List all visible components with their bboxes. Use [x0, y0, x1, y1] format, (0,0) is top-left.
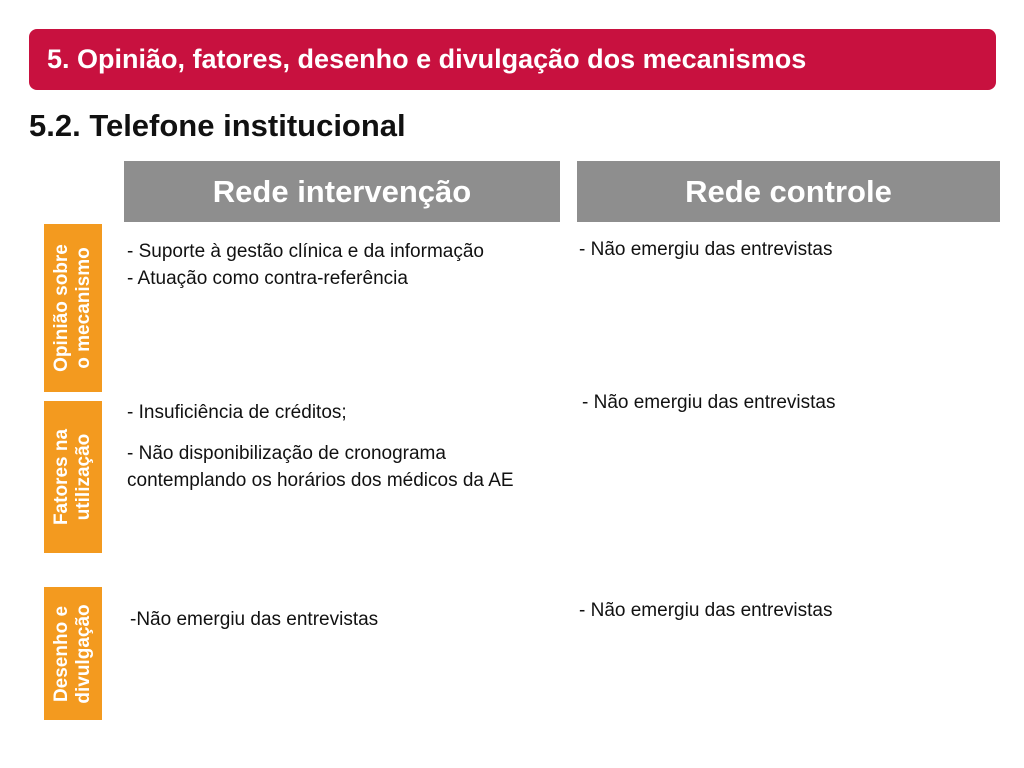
- row-label-fatores: [44, 401, 102, 553]
- row-label-line: Fatores na: [51, 428, 72, 526]
- slide-subtitle: 5.2. Telefone institucional: [29, 108, 406, 143]
- row-label-line: utilização: [73, 433, 94, 521]
- cell-text: - Não disponibilização de cronograma contemplando os horários dos médicos da AE: [127, 443, 514, 491]
- cell-text: - Insuficiência de créditos;: [127, 402, 347, 423]
- cell-text: - Não emergiu das entrevistas: [579, 239, 833, 260]
- row-label-line: divulgação: [73, 603, 94, 704]
- cell-opiniao-controle: [579, 236, 979, 263]
- cell-opiniao-intervencao: [127, 238, 527, 292]
- column-header-controle: Rede controle: [577, 161, 1000, 222]
- row-label-line: Opinião sobre: [51, 244, 72, 372]
- row-label-line: o mecanismo: [73, 247, 94, 369]
- section-title: 5. Opinião, fatores, desenho e divulgação dos mecanismos: [47, 44, 807, 74]
- column-header-intervencao: Rede intervenção: [124, 161, 560, 222]
- cell-desenho-controle: [579, 597, 979, 624]
- cell-text: - Suporte à gestão clínica e da informação: [127, 241, 484, 262]
- cell-fatores-intervencao: [127, 399, 537, 494]
- cell-text: - Não emergiu das entrevistas: [579, 600, 833, 621]
- cell-fatores-controle: [582, 389, 982, 416]
- cell-text: -Não emergiu das entrevistas: [130, 609, 379, 630]
- cell-desenho-intervencao: [130, 606, 530, 633]
- cell-text: - Não emergiu das entrevistas: [582, 392, 836, 413]
- row-label-desenho: [44, 587, 102, 720]
- cell-text: - Atuação como contra-referência: [127, 268, 408, 289]
- section-banner: [29, 29, 996, 90]
- row-label-opiniao: [44, 224, 102, 392]
- row-label-line: Desenho e: [51, 605, 72, 702]
